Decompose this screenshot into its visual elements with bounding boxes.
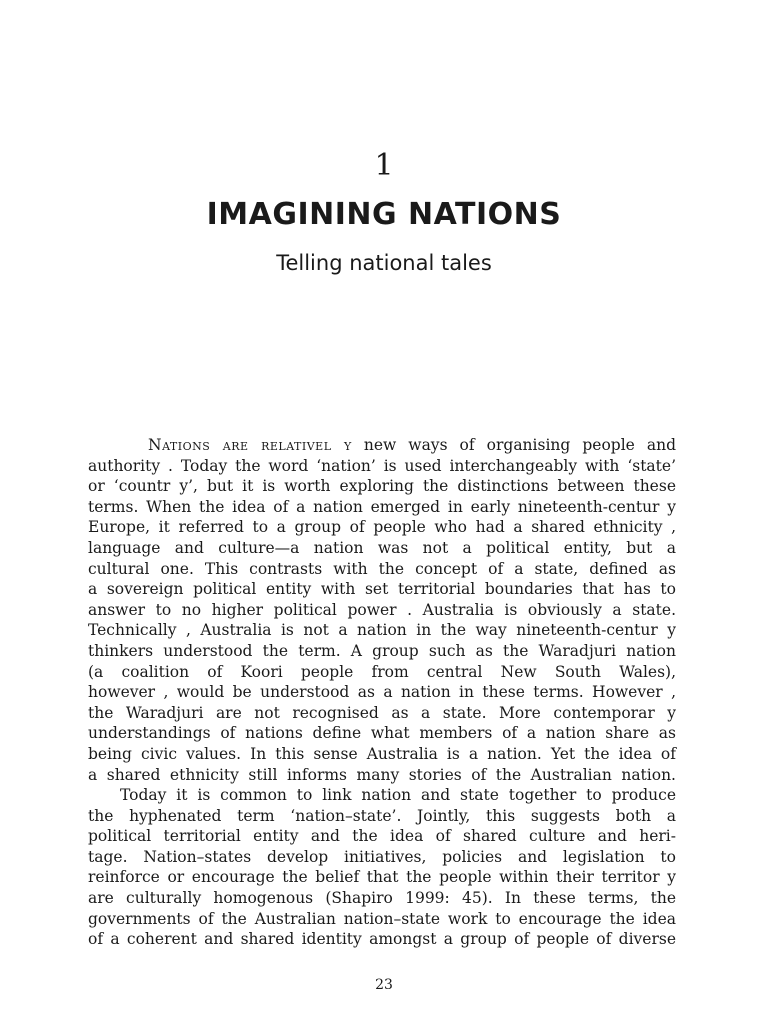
paragraph-1-line: however , would be understood as a nation in these terms. However , — [88, 683, 676, 702]
paragraph-1-line: cultural one. This contrasts with the concept of a state, defined as — [88, 559, 676, 578]
paragraph-2-line: are culturally homogenous (Shapiro 1999: 45). In these terms, the — [88, 889, 676, 908]
paragraph-1-line: thinkers understood the term. A group such as the Waradjuri nation — [88, 641, 676, 660]
paragraph-1-line: or ‘countr y’, but it is worth exploring the distinctions between these — [88, 477, 676, 496]
paragraph-1-line: a sovereign political entity with set territorial boundaries that has to — [88, 580, 676, 599]
chapter-number: 1 — [374, 148, 394, 183]
opening-small-caps: Nations are relativel y — [148, 436, 352, 454]
body-text — [88, 435, 676, 950]
paragraph-1-line: answer to no higher political power . Australia is obviously a state. — [88, 600, 676, 619]
paragraph-1-line: being civic values. In this sense Australia is a nation. Yet the idea of — [88, 744, 676, 763]
paragraph-1-line: authority . Today the word ‘nation’ is used interchangeably with ‘state’ — [88, 456, 676, 475]
paragraph-2-line: of a coherent and shared identity amongst a group of people of diverse — [88, 930, 676, 949]
paragraph-2-line: governments of the Australian nation–state work to encourage the idea — [88, 909, 676, 928]
paragraph-1-line: understandings of nations define what members of a nation share as — [88, 724, 676, 743]
paragraph-2-line-1: Today it is common to link nation and state together to produce — [120, 786, 676, 805]
paragraph-2-line: reinforce or encourage the belief that the people within their territor y — [88, 868, 676, 887]
paragraph-2-line: tage. Nation–states develop initiatives, policies and legislation to — [88, 847, 676, 866]
paragraph-1-line: (a coalition of Koori people from central New South Wales), — [88, 662, 676, 681]
paragraph-1-line-last: a shared ethnicity still informs many stories of the Australian nation. — [88, 765, 676, 784]
page-number: 23 — [375, 977, 393, 993]
opening-rest: new ways of organising people and — [351, 436, 677, 454]
paragraph-1-line-1 — [88, 435, 676, 456]
chapter-title: IMAGINING NATIONS — [206, 197, 562, 232]
paragraph-2-line: the hyphenated term ‘nation–state’. Jointly, this suggests both a — [88, 806, 676, 825]
paragraph-1-line: the Waradjuri are not recognised as a state. More contemporar y — [88, 703, 676, 722]
paragraph-1-line: Technically , Australia is not a nation in the way nineteenth-centur y — [88, 621, 676, 640]
chapter-subtitle: Telling national tales — [276, 251, 492, 275]
paragraph-1-line: language and culture—a nation was not a political entity, but a — [88, 538, 676, 557]
paragraph-2-line: political territorial entity and the idea of shared culture and heri- — [88, 827, 676, 846]
paragraph-1-line: Europe, it referred to a group of people who had a shared ethnicity , — [88, 518, 676, 537]
paragraph-1-line: terms. When the idea of a nation emerged in early nineteenth-centur y — [88, 497, 676, 516]
